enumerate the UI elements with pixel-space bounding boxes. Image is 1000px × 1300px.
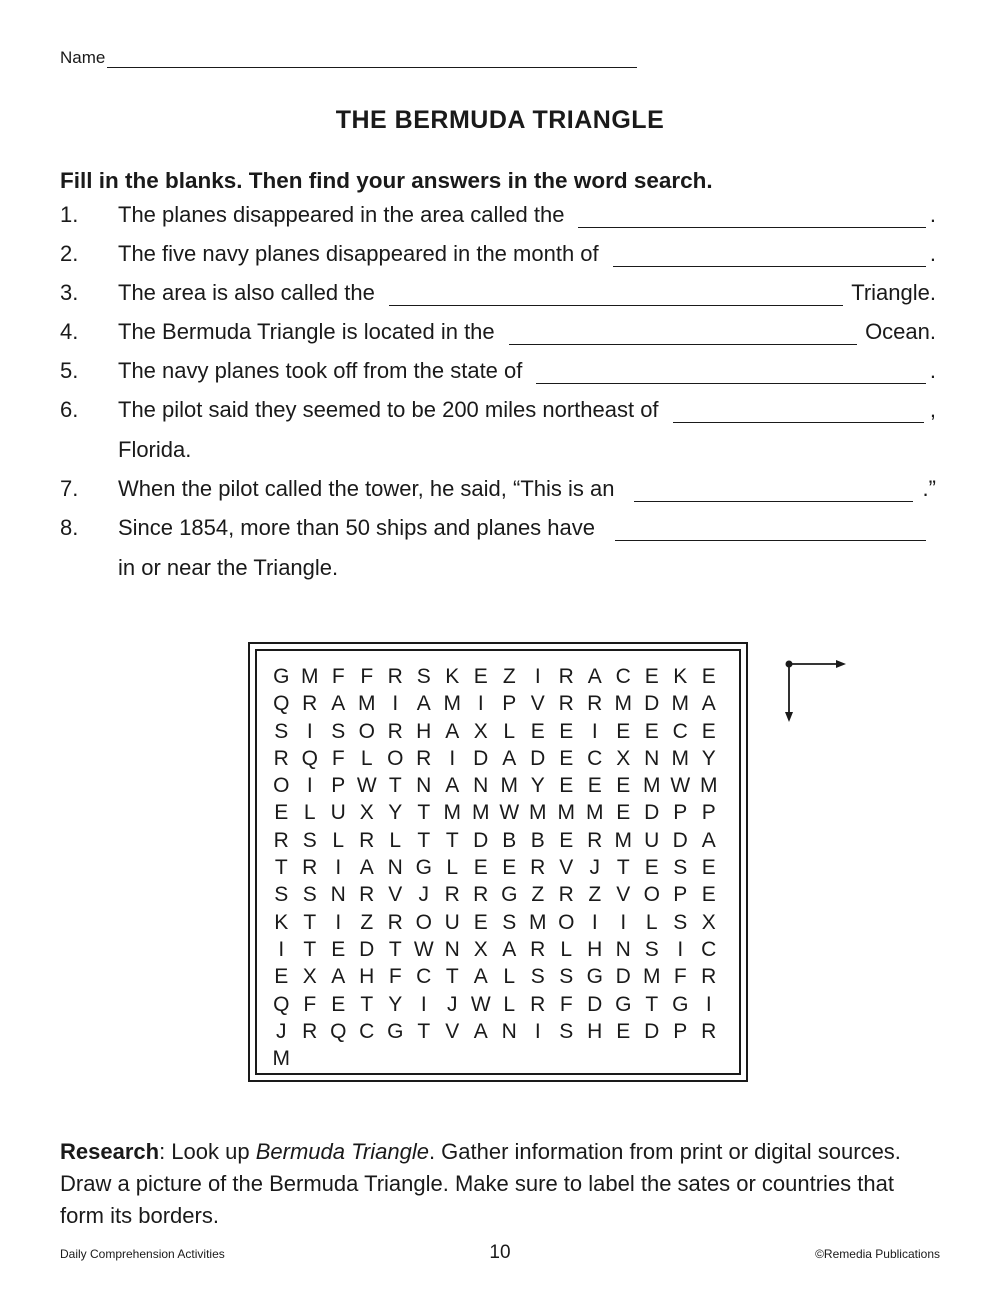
word-search-letter[interactable]: T <box>360 992 374 1016</box>
research-topic: Bermuda Triangle <box>255 1139 429 1164</box>
word-search-letter[interactable]: R <box>587 828 603 852</box>
word-search-letter[interactable]: N <box>644 746 660 770</box>
word-search-letter[interactable]: Y <box>388 801 403 825</box>
word-search-letter[interactable]: S <box>502 910 517 934</box>
question-number: 1. <box>60 202 79 227</box>
word-search-letter[interactable]: R <box>558 665 574 688</box>
word-search-letter[interactable]: C <box>359 1019 375 1043</box>
word-search-letter[interactable]: S <box>331 719 346 743</box>
word-search-letter[interactable]: W <box>499 801 520 825</box>
word-search-letter[interactable]: R <box>473 883 489 907</box>
word-search-letter[interactable]: N <box>330 883 346 907</box>
page-title: THE BERMUDA TRIANGLE <box>335 106 665 134</box>
word-search-letter[interactable]: S <box>274 883 289 907</box>
word-search-letter[interactable]: H <box>587 937 603 961</box>
word-search-letter[interactable]: R <box>273 746 289 770</box>
word-search-letter[interactable]: F <box>303 992 317 1016</box>
research-section <box>60 1136 940 1232</box>
word-search-letter[interactable]: E <box>701 719 716 743</box>
word-search-letter[interactable]: O <box>273 774 290 798</box>
word-search-letter[interactable]: G <box>273 665 290 688</box>
direction-arrows-icon <box>776 652 852 728</box>
word-search-letter[interactable]: M <box>529 910 547 934</box>
word-search-letter[interactable]: T <box>417 828 431 852</box>
word-search-letter[interactable]: R <box>444 883 460 907</box>
question-suffix: , <box>929 397 936 422</box>
word-search-letter[interactable]: V <box>530 692 545 716</box>
name-blank[interactable] <box>107 51 637 68</box>
word-search-letter[interactable]: M <box>529 801 547 825</box>
word-search-letter[interactable]: Q <box>273 692 290 716</box>
question-8-continuation: in or near the Triangle. <box>118 555 339 580</box>
word-search-letter[interactable]: E <box>274 965 289 989</box>
word-search-letter[interactable]: C <box>587 746 603 770</box>
question-suffix: . <box>929 241 936 266</box>
word-search-letter[interactable]: E <box>644 719 659 743</box>
word-search-letter[interactable]: M <box>358 692 376 716</box>
word-search-letter[interactable]: D <box>473 746 489 770</box>
word-search-letter[interactable]: M <box>614 828 632 852</box>
word-search-letter[interactable]: W <box>356 774 377 798</box>
answer-blank[interactable] <box>634 481 912 502</box>
question-1 <box>60 202 936 234</box>
word-search-letter[interactable]: L <box>389 828 402 852</box>
word-search-letter[interactable]: M <box>614 692 632 716</box>
word-search-letter[interactable]: E <box>587 774 602 798</box>
word-search-letter[interactable]: S <box>559 1019 574 1043</box>
word-search-letter[interactable]: A <box>502 937 517 961</box>
word-search-letter[interactable]: A <box>331 965 346 989</box>
word-search-letter[interactable]: I <box>449 746 456 770</box>
page-number: 10 <box>489 1242 511 1263</box>
word-search-letter[interactable]: Y <box>701 746 716 770</box>
question-4 <box>60 319 936 351</box>
answer-blank[interactable] <box>536 363 925 384</box>
word-search-letter[interactable]: G <box>387 1019 404 1043</box>
question-number: 3. <box>60 280 79 305</box>
word-search-letter[interactable]: F <box>360 665 374 688</box>
word-search-letter[interactable]: E <box>331 992 346 1016</box>
word-search-letter[interactable]: X <box>302 965 317 989</box>
question-suffix: . <box>929 358 936 383</box>
word-search-letter[interactable]: V <box>445 1019 460 1043</box>
question-suffix: . <box>929 202 936 227</box>
question-6 <box>60 397 936 429</box>
word-search-letter[interactable]: Z <box>531 883 545 907</box>
word-search-letter[interactable]: R <box>359 883 375 907</box>
word-search-letter[interactable]: L <box>360 746 373 770</box>
word-search-letter[interactable]: M <box>301 665 319 688</box>
word-search-letter[interactable]: S <box>274 719 289 743</box>
word-search-letter[interactable]: H <box>587 1019 603 1043</box>
word-search-letter[interactable]: T <box>388 774 402 798</box>
word-search-letter[interactable]: E <box>616 801 631 825</box>
word-search-letter[interactable]: D <box>587 992 603 1016</box>
word-search-letter[interactable]: H <box>359 965 375 989</box>
word-search-letter[interactable]: H <box>416 719 432 743</box>
word-search-letter[interactable]: X <box>473 719 488 743</box>
question-7 <box>60 476 936 508</box>
word-search-letter[interactable]: O <box>358 719 375 743</box>
word-search-letter[interactable]: M <box>443 801 461 825</box>
word-search-letter[interactable]: X <box>616 746 631 770</box>
word-search-letter[interactable]: N <box>473 774 489 798</box>
word-search-letter[interactable]: R <box>701 965 717 989</box>
question-6-continuation: Florida. <box>118 437 192 462</box>
research-intro: : Look up <box>159 1139 256 1164</box>
word-search-letter[interactable]: Q <box>301 746 318 770</box>
word-search-letter[interactable]: T <box>417 801 431 825</box>
word-search-letter[interactable]: S <box>416 665 431 688</box>
word-search-letter[interactable]: R <box>416 746 432 770</box>
word-search-letter[interactable]: G <box>586 965 603 989</box>
word-search-letter[interactable]: D <box>473 828 489 852</box>
word-search-letter[interactable]: O <box>643 883 660 907</box>
word-search-letter[interactable]: R <box>701 1019 717 1043</box>
word-search-letter[interactable]: O <box>387 746 404 770</box>
word-search-letter[interactable]: T <box>445 965 459 989</box>
word-search-letter[interactable]: E <box>644 665 659 688</box>
word-search-letter[interactable]: A <box>587 665 602 688</box>
word-search-letter[interactable]: E <box>559 746 574 770</box>
question-text: The navy planes took off from the state of <box>118 358 523 383</box>
word-search-letter[interactable]: F <box>673 965 687 989</box>
word-search-letter[interactable]: D <box>530 746 546 770</box>
word-search-letter[interactable]: I <box>677 937 684 961</box>
question-number: 5. <box>60 358 79 383</box>
word-search-letter[interactable]: C <box>672 719 688 743</box>
word-search-letter[interactable]: E <box>473 910 488 934</box>
question-3 <box>60 280 936 312</box>
word-search-letter[interactable]: A <box>473 965 488 989</box>
word-search-letter[interactable]: Y <box>388 992 403 1016</box>
word-search-letter[interactable]: N <box>444 937 460 961</box>
word-search-letter[interactable]: E <box>274 801 289 825</box>
word-search-letter[interactable]: G <box>672 992 689 1016</box>
word-search-letter[interactable]: U <box>644 828 660 852</box>
word-search-letter[interactable]: D <box>644 1019 660 1043</box>
word-search-letter[interactable]: C <box>701 937 717 961</box>
word-search-letter[interactable]: P <box>673 1019 688 1043</box>
word-search-letter[interactable]: F <box>331 665 345 688</box>
word-search-letter[interactable]: R <box>387 719 403 743</box>
word-search-letter[interactable]: Z <box>588 883 602 907</box>
word-search-letter[interactable]: M <box>586 801 604 825</box>
word-search-letter[interactable]: S <box>673 856 688 880</box>
word-search-letter[interactable]: E <box>701 883 716 907</box>
word-search-letter[interactable]: D <box>615 965 631 989</box>
word-search-letter[interactable]: O <box>415 910 432 934</box>
word-search-letter[interactable]: R <box>558 692 574 716</box>
word-search-letter[interactable]: R <box>387 665 403 688</box>
word-search-letter[interactable]: I <box>591 910 598 934</box>
word-search-letter[interactable]: T <box>303 910 317 934</box>
word-search-letter[interactable]: W <box>413 937 434 961</box>
word-search-letter[interactable]: I <box>620 910 627 934</box>
word-search-letter[interactable]: B <box>502 828 517 852</box>
word-search-letter[interactable]: L <box>446 856 459 880</box>
footer-publisher: ©Remedia Publications <box>815 1247 940 1261</box>
word-search-letter[interactable]: L <box>332 828 345 852</box>
word-search-letter[interactable]: A <box>331 692 346 716</box>
question-suffix: Triangle. <box>851 280 936 305</box>
word-search-letter[interactable]: N <box>615 937 631 961</box>
word-search-letter[interactable]: O <box>558 910 575 934</box>
word-search-letter[interactable]: K <box>274 910 289 934</box>
word-search-letter[interactable]: E <box>701 665 716 688</box>
word-search-letter[interactable]: E <box>473 856 488 880</box>
word-search-letter[interactable]: A <box>445 719 460 743</box>
word-search-letter[interactable]: P <box>701 801 716 825</box>
word-search-letter[interactable]: N <box>501 1019 517 1043</box>
instructions: Fill in the blanks. Then find your answers in the word search. <box>60 168 713 193</box>
word-search-letter[interactable]: K <box>445 665 460 688</box>
word-search-letter[interactable]: Q <box>330 1019 347 1043</box>
word-search-letter[interactable]: S <box>302 828 317 852</box>
word-search-letter[interactable]: T <box>645 992 659 1016</box>
word-search-letter[interactable]: A <box>359 856 374 880</box>
question-text: The pilot said they seemed to be 200 miles northeast of <box>118 397 659 422</box>
answer-blank[interactable] <box>615 520 926 541</box>
word-search-letter[interactable]: U <box>330 801 346 825</box>
word-search-letter[interactable]: I <box>335 856 342 880</box>
word-search-letter[interactable]: X <box>473 937 488 961</box>
word-search-letter[interactable]: N <box>416 774 432 798</box>
question-suffix: .” <box>922 476 936 501</box>
word-search-letter[interactable]: S <box>644 937 659 961</box>
question-2 <box>60 241 936 273</box>
word-search-letter[interactable]: T <box>616 856 630 880</box>
word-search-letter[interactable]: A <box>445 774 460 798</box>
word-search-letter[interactable]: S <box>302 883 317 907</box>
word-search-letter[interactable]: E <box>559 828 574 852</box>
word-search-letter[interactable]: E <box>559 774 574 798</box>
word-search-letter[interactable]: C <box>615 665 631 688</box>
word-search-letter[interactable]: G <box>501 883 518 907</box>
word-search-letter[interactable]: V <box>616 883 631 907</box>
word-search-letter[interactable]: D <box>672 828 688 852</box>
answer-blank[interactable] <box>578 207 925 228</box>
word-search-letter[interactable]: R <box>302 692 318 716</box>
word-search-letter[interactable]: I <box>477 692 484 716</box>
word-search-letter[interactable]: R <box>530 856 546 880</box>
word-search-letter[interactable]: J <box>589 856 600 880</box>
word-search-letter[interactable]: E <box>644 856 659 880</box>
word-search-letter[interactable]: B <box>530 828 545 852</box>
question-text: Since 1854, more than 50 ships and planes have <box>118 515 595 540</box>
word-search-letter[interactable]: R <box>558 883 574 907</box>
word-search-letter[interactable]: R <box>530 992 546 1016</box>
question-text: The area is also called the <box>118 280 375 305</box>
word-search-letter[interactable]: I <box>392 692 399 716</box>
question-number: 6. <box>60 397 79 422</box>
word-search-letter[interactable]: M <box>643 965 661 989</box>
word-search-letter[interactable]: I <box>705 992 712 1016</box>
question-5 <box>60 358 936 390</box>
word-search-letter[interactable]: L <box>503 992 516 1016</box>
word-search-letter[interactable]: R <box>587 692 603 716</box>
word-search-letter[interactable]: M <box>500 774 518 798</box>
word-search-letter[interactable]: E <box>616 719 631 743</box>
word-search-letter[interactable]: M <box>557 801 575 825</box>
word-search-letter[interactable]: X <box>359 801 374 825</box>
word-search-letter[interactable]: T <box>445 828 459 852</box>
word-search-letter[interactable]: S <box>530 965 545 989</box>
answer-blank[interactable] <box>509 324 857 345</box>
word-search-letter[interactable]: R <box>302 856 318 880</box>
name-field <box>60 48 637 68</box>
word-search-letter[interactable]: J <box>418 883 429 907</box>
word-search-letter[interactable]: L <box>645 910 658 934</box>
word-search-letter[interactable]: I <box>534 1019 541 1043</box>
word-search-letter[interactable]: Z <box>502 665 516 688</box>
word-search-letter[interactable]: T <box>274 856 288 880</box>
word-search-letter[interactable]: E <box>616 774 631 798</box>
word-search-letter[interactable]: I <box>591 719 598 743</box>
word-search-letter[interactable]: E <box>701 856 716 880</box>
word-search-letter[interactable]: A <box>473 1019 488 1043</box>
word-search-letter[interactable]: A <box>701 692 716 716</box>
word-search-letter[interactable]: F <box>331 746 345 770</box>
word-search-letter[interactable]: M <box>443 692 461 716</box>
question-text: The five navy planes disappeared in the month of <box>118 241 599 266</box>
word-search-letter[interactable]: N <box>387 856 403 880</box>
answer-blank[interactable] <box>389 285 843 306</box>
word-search-letter[interactable]: P <box>502 692 517 716</box>
word-search-letter[interactable]: K <box>673 665 688 688</box>
word-search-letter[interactable]: W <box>470 992 491 1016</box>
word-search-letter[interactable]: P <box>673 801 688 825</box>
word-search-letter[interactable]: X <box>701 910 716 934</box>
word-search-letter[interactable]: Q <box>273 992 290 1016</box>
research-label: Research <box>60 1139 160 1164</box>
word-search-letter[interactable]: P <box>331 774 346 798</box>
word-search-letter[interactable]: R <box>530 937 546 961</box>
word-search-letter[interactable]: S <box>559 965 574 989</box>
word-search-letter[interactable]: D <box>644 692 660 716</box>
word-search-letter[interactable]: V <box>559 856 574 880</box>
question-number: 7. <box>60 476 79 501</box>
word-search-letter[interactable]: A <box>416 692 431 716</box>
footer-series: Daily Comprehension Activities <box>60 1247 225 1261</box>
word-search-letter[interactable]: E <box>616 1019 631 1043</box>
word-search-letter[interactable]: M <box>643 774 661 798</box>
name-label: Name <box>60 48 106 67</box>
word-search-letter[interactable]: J <box>276 1019 287 1043</box>
word-search-letter[interactable]: T <box>417 1019 431 1043</box>
question-text: The Bermuda Triangle is located in the <box>118 319 495 344</box>
question-number: 4. <box>60 319 79 344</box>
word-search-letter[interactable]: A <box>502 746 517 770</box>
word-search-letter[interactable]: J <box>447 992 458 1016</box>
word-search-letter[interactable]: T <box>303 937 317 961</box>
word-search-letter[interactable]: M <box>700 774 718 798</box>
word-search-letter[interactable]: M <box>671 692 689 716</box>
word-search-letter[interactable]: P <box>673 883 688 907</box>
word-search-letter[interactable]: R <box>359 828 375 852</box>
word-search-letter[interactable]: M <box>671 746 689 770</box>
word-search-letter[interactable]: G <box>615 992 632 1016</box>
word-search-letter[interactable]: T <box>388 937 402 961</box>
word-search-letter[interactable]: C <box>416 965 432 989</box>
word-search-letter[interactable]: E <box>559 719 574 743</box>
word-search-letter[interactable]: D <box>644 801 660 825</box>
word-search-letter[interactable]: U <box>444 910 460 934</box>
word-search-letter[interactable]: L <box>303 801 316 825</box>
word-search-grid <box>267 663 723 1072</box>
word-search-letter[interactable]: Y <box>530 774 545 798</box>
question-number: 2. <box>60 241 79 266</box>
word-search-letter[interactable]: L <box>503 719 516 743</box>
word-search-letter[interactable]: R <box>387 910 403 934</box>
word-search-letter[interactable]: F <box>388 965 402 989</box>
word-search-letter[interactable]: M <box>472 801 490 825</box>
word-search-letter[interactable]: S <box>673 910 688 934</box>
word-search-letter[interactable]: L <box>503 965 516 989</box>
word-search-letter[interactable]: I <box>420 992 427 1016</box>
word-search-letter[interactable]: E <box>530 719 545 743</box>
word-search-letter[interactable]: G <box>415 856 432 880</box>
word-search-letter[interactable]: E <box>473 665 488 688</box>
word-search-letter[interactable]: Z <box>360 910 374 934</box>
question-text: The planes disappeared in the area called the <box>118 202 565 227</box>
word-search-letter[interactable]: I <box>335 910 342 934</box>
word-search-letter[interactable]: V <box>388 883 403 907</box>
word-search-letter[interactable]: M <box>272 1047 290 1071</box>
word-search <box>248 642 748 1082</box>
answer-blank[interactable] <box>613 246 926 267</box>
answer-blank[interactable] <box>673 402 924 423</box>
word-search-letter[interactable]: E <box>331 937 346 961</box>
word-search-letter[interactable]: A <box>701 828 716 852</box>
word-search-letter[interactable]: L <box>560 937 573 961</box>
question-suffix: Ocean. <box>865 319 936 344</box>
word-search-letter[interactable]: F <box>559 992 573 1016</box>
word-search-letter[interactable]: R <box>302 1019 318 1043</box>
word-search-letter[interactable]: I <box>306 719 313 743</box>
word-search-frame <box>255 649 741 1075</box>
word-search-letter[interactable]: R <box>273 828 289 852</box>
word-search-letter[interactable]: I <box>306 774 313 798</box>
question-text: When the pilot called the tower, he said, “This is an <box>118 476 615 501</box>
word-search-letter[interactable]: W <box>670 774 691 798</box>
word-search-letter[interactable]: D <box>359 937 375 961</box>
word-search-letter[interactable]: I <box>534 665 541 688</box>
research-text: . Gather information from print or digital sources. Draw a picture of the Bermuda Triangle. Make sure to label the sates or countries that form its borders. <box>60 1139 901 1228</box>
question-number: 8. <box>60 515 79 540</box>
question-8 <box>60 515 926 547</box>
word-search-letter[interactable]: E <box>502 856 517 880</box>
word-search-letter[interactable]: I <box>278 937 285 961</box>
